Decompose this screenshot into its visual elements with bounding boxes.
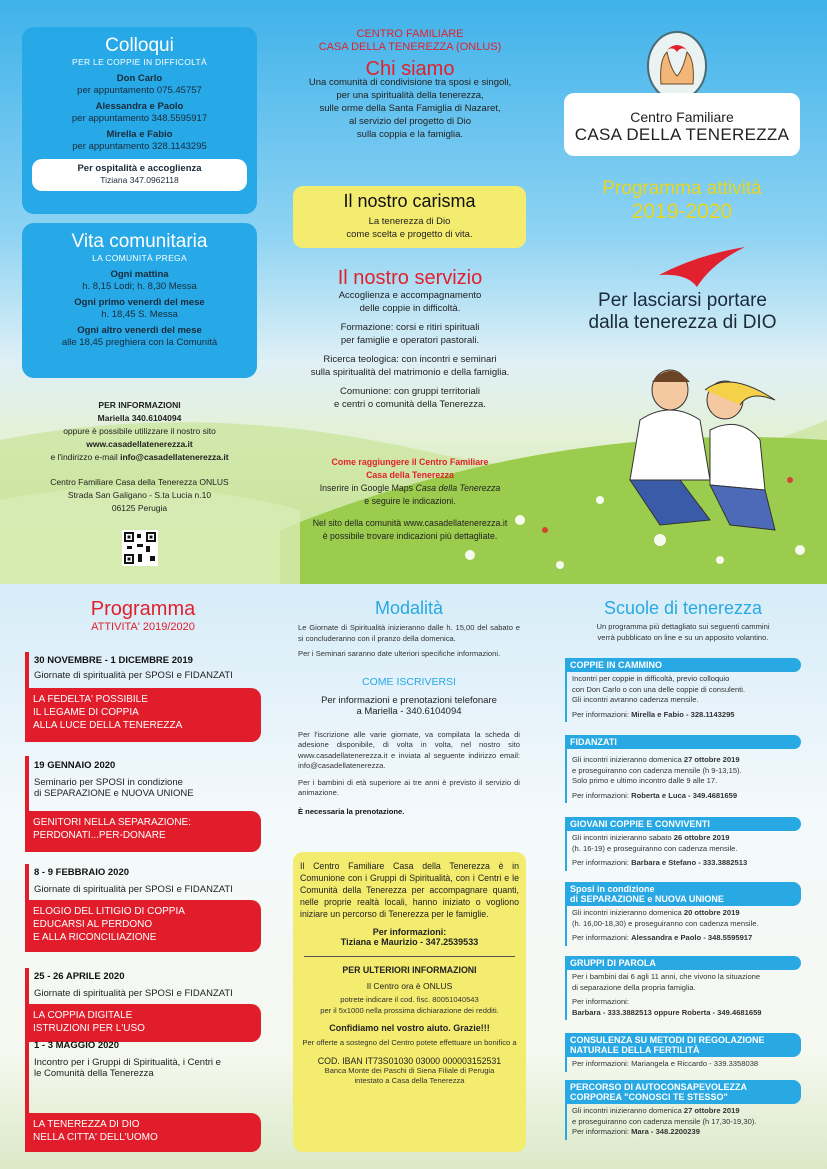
school-title-line: PERCORSO DI AUTOCONSAPEVOLEZZA [570, 1082, 748, 1092]
event-desc: Seminario per SPOSI in condizione [34, 777, 183, 788]
school-date: 27 ottobre 2019 [683, 1106, 740, 1115]
cf-text: potrete indicare il cod. fisc. 80051040543 [340, 995, 479, 1004]
carisma-box [293, 186, 526, 248]
servizio-text: sulla spiritualità del matrimonio e della famiglia. [310, 367, 510, 378]
schedule-label: Ogni altro venerdì del mese [77, 325, 202, 336]
event-desc: Giornate di spiritualità per SPOSI e FIDANZATI [34, 988, 233, 999]
servizio-text: Comunione: con gruppi territoriali [340, 386, 480, 397]
iscrizione-phone: a Mariella - 340.6104094 [356, 705, 462, 717]
modalita-text: Per i Seminari saranno date ulteriori specifiche informazioni. [298, 649, 501, 658]
vita-title: Vita comunitaria [71, 231, 208, 252]
school-info-label: Per informazioni: [572, 858, 632, 867]
centro-heading [290, 28, 530, 141]
school-text: Gli incontri inizieranno sabato [572, 833, 674, 842]
school-giovani [565, 817, 801, 871]
scuole-intro: Un programma più dettagliato sui seguenti cammini [596, 622, 770, 631]
info-line: oppure è possibile utilizzare il nostro sito [63, 426, 216, 436]
servizio-section [290, 267, 530, 411]
schedule-label: Ogni primo venerdì del mese [74, 297, 205, 308]
school-title [565, 1033, 801, 1057]
school-text: Gli incontri inizieranno domenica [572, 1106, 684, 1115]
bank-text: Banca Monte dei Paschi di Siena Filiale di Perugia [324, 1065, 495, 1075]
school-title-line: CONSULENZA SU METODI DI REGOLAZIONE [570, 1035, 765, 1045]
school-text: e proseguiranno con cadenza mensile (h 17,30-19,30). [572, 1116, 757, 1126]
vita-subtitle: LA COMUNITÀ PREGA [92, 253, 187, 263]
school-fertilita [565, 1033, 801, 1072]
school-info-label: Per informazioni: [572, 933, 632, 942]
school-info-label: Per informazioni: [572, 790, 632, 800]
onlus-text: Il Centro ora è ONLUS [366, 981, 453, 991]
event-title-box [25, 1004, 261, 1042]
school-text: (h. 16-19) e proseguiranno con cadenza mensile. [572, 843, 738, 853]
iscrizione-title: COME ISCRIVERSI [362, 675, 456, 688]
programma-heading [25, 598, 261, 633]
modalita-title: Modalità [374, 598, 444, 618]
iban-text: COD. IBAN IT73S01030 03000 000003152531 [317, 1055, 502, 1066]
event-title: E ALLA RICONCILIAZIONE [33, 932, 157, 943]
school-fidanzati [565, 735, 801, 803]
program-heading [564, 178, 800, 224]
intestato-text: intestato a Casa della Tenerezza [354, 1076, 465, 1085]
event-desc: di SEPARAZIONE e NUOVA UNIONE [34, 788, 194, 799]
modalita-text: Per l'iscrizione alle varie giornate, va compilata la scheda di adesione disponibile, di volta in volta, nel nostro sito www.casadellatenerezza.it e inviata al seguente indirizzo email: info@casadellatenerezza. [298, 729, 520, 770]
ospitalita-box [32, 159, 247, 191]
school-title-line: Sposi in condizione [570, 884, 655, 894]
servizio-text: Formazione: corsi e ritiri spirituali [340, 322, 480, 333]
servizio-title: Il nostro servizio [337, 267, 483, 289]
slogan-line1: Per lasciarsi portare [598, 290, 767, 311]
school-text: Gli incontri avranno cadenza mensile. [572, 695, 699, 704]
modalita-text: Le Giornate di Spiritualità inizieranno dalle h. 15,00 del sabato e si concluderanno con il pranzo della domenica. [298, 623, 520, 643]
info-phone: Mariella 340.6104094 [97, 413, 182, 423]
chi-siamo-text: al servizio del progetto di Dio [349, 116, 471, 127]
raggiungere-place: Casa della Tenerezza [415, 483, 501, 493]
raggiungere-text: e seguire le indicazioni. [364, 496, 456, 506]
school-date: 27 ottobre 2019 [683, 755, 740, 764]
program-label: Programma attività [602, 178, 762, 199]
chi-siamo-text: sulla coppia e la famiglia. [356, 129, 464, 140]
school-info-label: Per informazioni: [572, 1127, 632, 1136]
school-text: Solo primo e ultimo incontro dalle 9 alle 17. [572, 776, 718, 785]
school-title-line: CORPOREA "CONOSCI TE STESSO" [570, 1092, 728, 1102]
school-title [565, 1080, 801, 1104]
servizio-text: Ricerca teologica: con incontri e seminari [323, 354, 497, 365]
school-title: FIDANZATI [565, 735, 801, 749]
schedule-info: h. 8,15 Lodi; h. 8,30 Messa [82, 281, 197, 292]
event-title: LA TENEREZZA DI DIO [33, 1119, 140, 1130]
school-title: GIOVANI COPPIE E CONVIVENTI [565, 817, 801, 831]
school-separazione [565, 882, 801, 946]
qr-code-icon [122, 530, 158, 566]
ulteriori-title: PER ULTERIORI INFORMAZIONI [342, 965, 477, 975]
event-title: ELOGIO DEL LITIGIO DI COPPIA [33, 906, 185, 917]
event-desc: Giornate di spiritualità per SPOSI e FIDANZATI [34, 884, 233, 895]
school-title-line: di SEPARAZIONE e NUOVA UNIONE [570, 894, 724, 904]
chi-siamo-text: Una comunità di condivisione tra sposi e singoli, [308, 77, 512, 88]
program-years: 2019-2020 [631, 200, 733, 223]
school-contact: Per informazioni: Mariangela e Riccardo - 339.3358038 [572, 1059, 759, 1068]
slogan [550, 290, 815, 334]
school-body [565, 749, 801, 803]
school-contact: Mirella e Fabio - 328.1143295 [631, 709, 735, 719]
contact-info: per appuntamento 328.1143295 [72, 141, 207, 152]
programma-title: Programma [90, 598, 196, 620]
programma-subtitle: ATTIVITA' 2019/2020 [91, 621, 195, 633]
school-body [565, 672, 801, 722]
school-text: (h. 16,00-18,30) e proseguiranno con cadenza mensile. [572, 918, 759, 928]
schedule-info: alle 18,45 preghiera con la Comunità [61, 337, 218, 348]
event-5 [34, 1040, 221, 1079]
centro-line1: CENTRO FAMILIARE [356, 28, 464, 40]
event-title: LA COPPIA DIGITALE [33, 1010, 133, 1021]
event-date: 8 - 9 FEBBRAIO 2020 [34, 867, 130, 878]
couple-illustration [600, 360, 800, 540]
info-email[interactable]: info@casadellatenerezza.it [120, 452, 229, 462]
school-text: Gli incontri inizieranno domenica [572, 908, 684, 917]
contact-info: per appuntamento 075.45757 [77, 85, 202, 96]
event-date: 30 NOVEMBRE - 1 DICEMBRE 2019 [34, 655, 193, 666]
school-text: con Don Carlo o con una delle coppie di consulenti. [572, 684, 746, 694]
school-body [565, 831, 801, 871]
event-title: NELLA CITTA' DELL'UOMO [33, 1132, 158, 1143]
scuole-title: Scuole di tenerezza [603, 598, 763, 618]
address-street: Strada San Galigano - S.ta Lucia n.10 [67, 490, 212, 500]
prenotazione-note: È necessaria la prenotazione. [298, 806, 405, 816]
carisma-title: Il nostro carisma [343, 191, 476, 211]
event-title: ISTRUZIONI PER L'USO [33, 1023, 145, 1034]
event-3 [34, 867, 233, 895]
bird-icon [657, 245, 747, 290]
box-info-contact: Tiziana e Maurizio - 347.2539533 [340, 937, 479, 947]
cf-text: per il 5x1000 nella prossima dichiarazione dei redditi. [320, 1005, 499, 1015]
event-date: 19 GENNAIO 2020 [34, 760, 116, 771]
grazie-text: Confidiamo nel vostro aiuto. Grazie!!! [329, 1023, 490, 1033]
centro-line2: CASA DELLA TENEREZZA (ONLUS) [318, 41, 502, 53]
iscrizione-text: Per informazioni e prenotazioni telefonare [321, 694, 497, 706]
event-1 [34, 655, 233, 681]
event-title: LA FEDELTA' POSSIBILE [33, 694, 148, 705]
info-website[interactable]: www.casadellatenerezza.it [86, 439, 193, 449]
address-name: Centro Familiare Casa della Tenerezza ONLUS [50, 477, 229, 487]
event-title-box [25, 900, 261, 952]
contact-info: per appuntamento 348.5595917 [71, 113, 208, 124]
event-title: PERDONATI...PER-DONARE [33, 830, 166, 841]
school-text: di separazione della propria famiglia. [572, 982, 696, 992]
divider [304, 956, 515, 957]
school-title: GRUPPI DI PAROLA [565, 956, 801, 970]
address-city: 06125 Perugia [111, 503, 168, 513]
logo-line2: CASA DELLA TENEREZZA [574, 125, 790, 144]
vita-panel [22, 223, 257, 378]
info-email-label: e l'indirizzo e-mail [50, 452, 121, 462]
school-text: e proseguiranno con cadenza mensile (h 9-13,15). [572, 765, 742, 775]
raggiungere-text: è possibile trovare indicazioni più dettagliate. [322, 531, 498, 541]
box-info-label: Per informazioni: [372, 927, 447, 937]
event-desc: le Comunità della Tenerezza [34, 1068, 154, 1079]
school-autoconsapevolezza [565, 1080, 801, 1140]
event-title-box [25, 811, 261, 852]
scuole-heading [565, 598, 801, 643]
servizio-text: per famiglie e operatori pastorali. [340, 335, 480, 346]
logo-box [564, 93, 800, 156]
event-2 [34, 760, 194, 799]
raggiungere-text: Nel sito della comunità www.casadellatenerezza.it [312, 518, 508, 528]
school-title [565, 882, 801, 906]
school-contact: Roberta e Luca - 349.4681659 [631, 790, 738, 800]
school-body [565, 1057, 801, 1072]
scuole-intro: verrà pubblicato on line e su un apposito volantino. [597, 632, 769, 642]
school-contact: Alessandra e Paolo - 348.5595917 [631, 933, 753, 942]
servizio-text: delle coppie in difficoltà. [359, 303, 461, 314]
contact-name: Mirella e Fabio [106, 129, 173, 140]
event-date: 1 - 3 MAGGIO 2020 [34, 1040, 120, 1051]
event-title: ALLA LUCE DELLA TENEREZZA [33, 720, 183, 731]
school-date: 26 ottobre 2019 [673, 833, 730, 842]
colloqui-panel [22, 27, 257, 214]
comunione-text: Il Centro Familiare Casa della Tenerezza è in Comunione con i Gruppi di Spiritualità, con i Centri e le Comunità della Tenerezza per accompagnare quanti, nelle proprie realtà locali, hanno iniziato o vogliono iniziare un percorso di Tenerezza per le famiglie. [300, 861, 519, 919]
school-contact: Barbara - 333.3882513 oppure Roberta - 349.4681659 [572, 1007, 762, 1017]
logo-line1: Centro Familiare [630, 109, 734, 125]
carisma-text: La tenerezza di Dio [368, 216, 451, 227]
school-info-label: Per informazioni: [572, 709, 632, 719]
event-title-box [25, 1113, 261, 1152]
slogan-line2: dalla tenerezza di DIO [588, 312, 777, 333]
chi-siamo-text: per una spiritualità della tenerezza, [336, 90, 484, 101]
modalita-section [298, 598, 520, 817]
event-title-box [25, 688, 261, 742]
logo-emblem-icon [645, 30, 709, 102]
colloqui-title: Colloqui [105, 35, 174, 56]
school-coppie [565, 658, 801, 722]
modalita-text: Per i bambini di età superiore ai tre anni è previsto il servizio di animazione. [298, 777, 520, 797]
bonifico-text: Per offerte a sostegno del Centro potete effettuare un bonifico a [302, 1038, 517, 1047]
school-text: Per i bambini dai 6 agli 11 anni, che vivono la situazione [572, 972, 761, 981]
info-block [22, 399, 257, 515]
raggiungere-head: Come raggiungere il Centro Familiare [331, 457, 489, 467]
school-contact: Mara - 348.2200239 [631, 1127, 700, 1136]
contact-name: Alessandra e Paolo [95, 101, 184, 112]
event-title: GENITORI NELLA SEPARAZIONE: [33, 817, 192, 828]
ospitalita-label: Per ospitalità e accoglienza [77, 163, 202, 174]
ospitalita-contact: Tiziana 347.0962118 [100, 175, 179, 185]
raggiungere-text: Inserire in Google Maps [319, 483, 416, 493]
school-contact: Barbara e Stefano - 333.3882513 [631, 858, 748, 867]
school-title-line: NATURALE DELLA FERTILITÀ [570, 1045, 700, 1055]
servizio-text: Accoglienza e accompagnamento [338, 290, 482, 301]
school-body [565, 1104, 801, 1140]
school-body [565, 970, 801, 1020]
event-title: EDUCARSI AL PERDONO [33, 919, 153, 930]
school-text: Gli incontri inizieranno domenica [572, 755, 684, 764]
contact-name: Don Carlo [116, 73, 163, 84]
comunione-box [293, 852, 526, 1152]
event-desc: Giornate di spiritualità per SPOSI e FIDANZATI [34, 670, 233, 681]
schedule-info: h. 18,45 S. Messa [101, 309, 178, 320]
info-head: PER INFORMAZIONI [98, 400, 181, 410]
event-date: 25 - 26 APRILE 2020 [34, 971, 125, 982]
event-title: IL LEGAME DI COPPIA [33, 707, 139, 718]
schedule-label: Ogni mattina [110, 269, 169, 280]
chi-siamo-title: Chi siamo [365, 58, 455, 80]
school-date: 20 ottobre 2019 [683, 908, 740, 917]
school-parola [565, 956, 801, 1020]
event-desc: Incontro per i Gruppi di Spiritualità, i Centri e [34, 1057, 221, 1068]
school-info-label: Per informazioni: [572, 997, 629, 1006]
carisma-text: come scelta e progetto di vita. [346, 229, 473, 240]
school-text: Incontri per coppie in difficoltà, previo colloquio [572, 674, 730, 683]
chi-siamo-text: sulle orme della Santa Famiglia di Nazaret, [319, 103, 501, 114]
school-title: COPPIE IN CAMMINO [565, 658, 801, 672]
colloqui-subtitle: PER LE COPPIE IN DIFFICOLTÀ [72, 57, 207, 67]
servizio-text: e centri o comunità della Tenerezza. [334, 399, 486, 410]
raggiungere-section [290, 456, 530, 543]
school-body [565, 906, 801, 946]
event-4 [34, 971, 233, 999]
raggiungere-head: Casa della Tenerezza [366, 470, 454, 480]
